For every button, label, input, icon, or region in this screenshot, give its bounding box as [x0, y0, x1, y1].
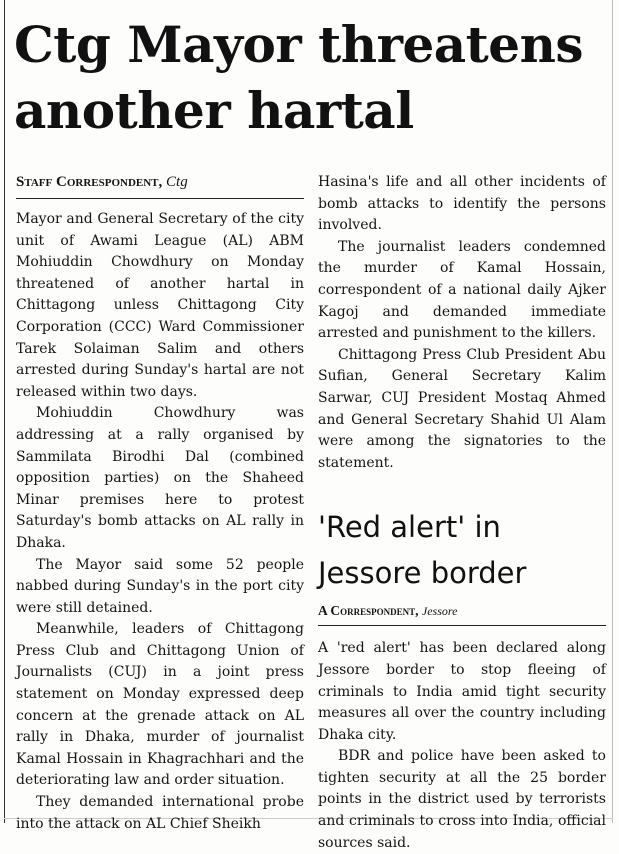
column-left — [16, 172, 304, 835]
article-paragraph: Mayor and General Secretary of the city unit of Awami League (AL) ABM Mohiuddin Chowdhury on Monday threatened of another hartal in Chittagong unless Chittagong City Corporation (CCC) Ward Commissioner Tarek Solaiman Salim and others arrested during Sunday's hartal are not released within two days. — [16, 211, 304, 400]
secondary-paragraph: BDR and police have been asked to tighten security at all the 25 border points in the district used by terrorists and criminals to cross into India, official sources said. — [318, 748, 606, 851]
left-border-rule — [4, 0, 5, 823]
secondary-paragraph: A 'red alert' has been declared along Jessore border to stop fleeing of criminals to India amid tight security measures all over the country including Dhaka city. — [318, 640, 606, 743]
article-paragraph: Mohiuddin Chowdhury was addressing at a rally organised by Sammilata Birodhi Dal (combined opposition parties) on the Shaheed Minar premises here to protest Saturday's bomb attacks on AL rally in Dhaka. — [16, 405, 304, 551]
byline-location: Ctg — [166, 174, 188, 190]
article-paragraph: They demanded international probe into the attack on AL Chief Sheikh — [16, 794, 304, 832]
secondary-headline: 'Red alert' in Jessore border — [318, 510, 527, 591]
article-paragraph: Meanwhile, leaders of Chittagong Press Club and Chittagong Union of Journalists (CUJ) in a joint press statement on Monday expressed deep concern at the grenade attack on AL rally in Dhaka, murder of journalist Kamal Hossain in Khagrachhari and the deteriorating law and order situation. — [16, 621, 304, 789]
secondary-byline-author: A Correspondent, — [318, 603, 419, 619]
byline-author: Staff Correspondent, — [16, 174, 163, 190]
article-paragraph-continued: Hasina's life and all other incidents of bomb attacks to identify the persons involved. — [318, 174, 606, 234]
article-headline: Ctg Mayor threatens another hartal — [14, 15, 584, 140]
article-paragraph: Chittagong Press Club President Abu Sufian, General Secretary Kalim Sarwar, CUJ President Mostaq Ahmed and General Secretary Shahid Ul Alam were among the signatories to the statement. — [318, 346, 606, 471]
article-paragraph: The journalist leaders condemned the murder of Kamal Hossain, correspondent of a national daily Ajker Kagoj and demanded immediate arrested and punishment to the killers. — [318, 238, 606, 342]
secondary-byline — [318, 602, 606, 626]
article-paragraph: The Mayor said some 52 people nabbed during Sunday's in the port city were still detained. — [16, 556, 304, 616]
secondary-byline-location: Jessore — [421, 604, 458, 619]
byline — [16, 172, 304, 199]
column-right — [318, 172, 606, 854]
